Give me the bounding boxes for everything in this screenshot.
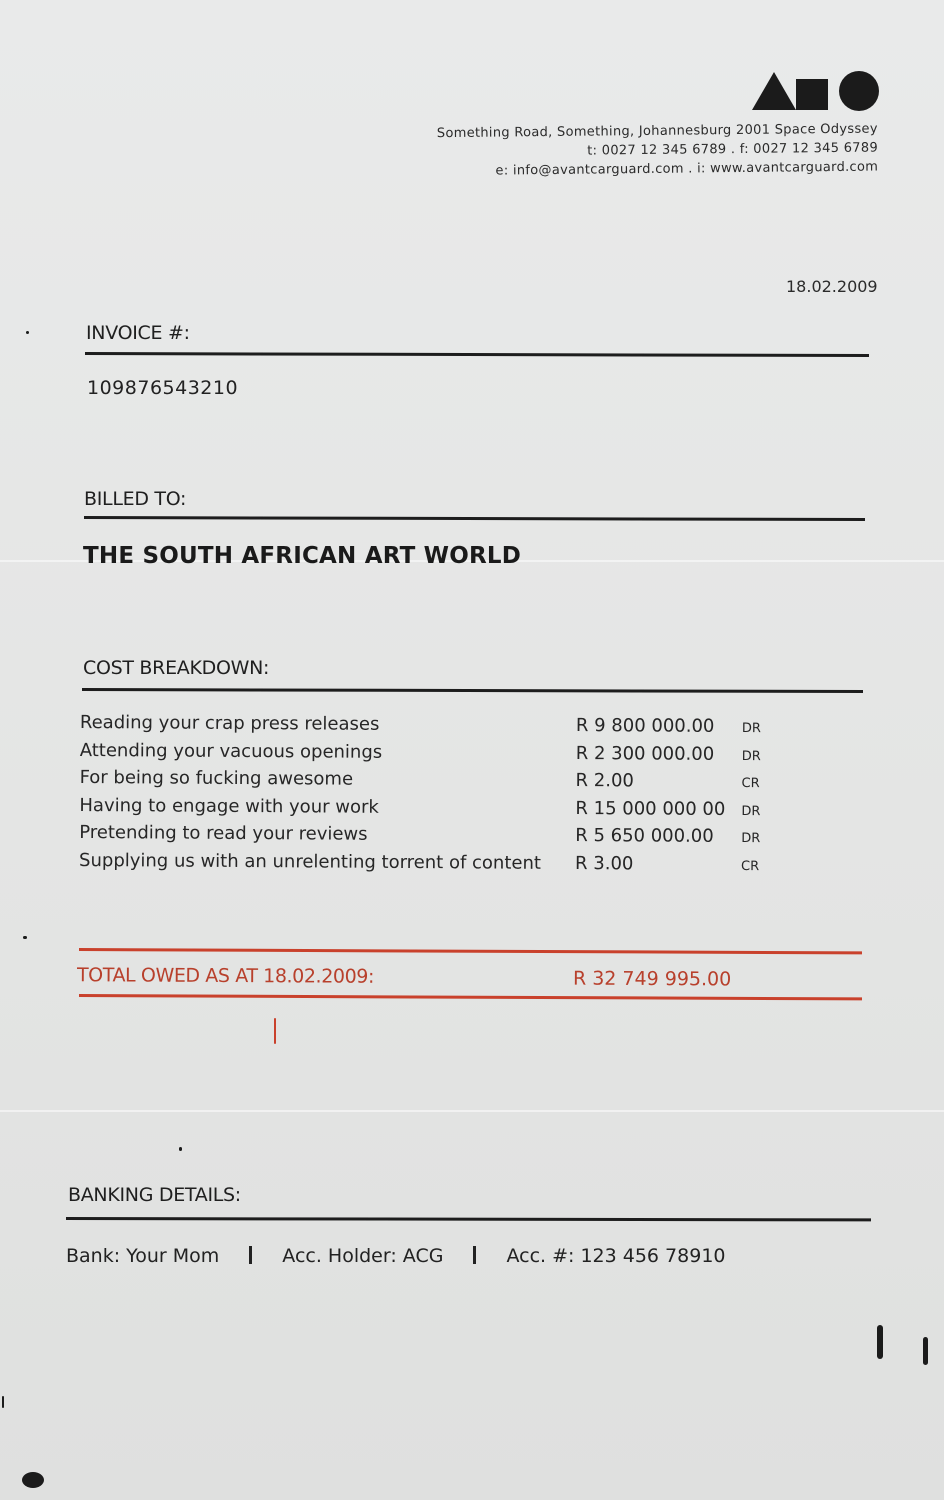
cost-row [79, 822, 799, 854]
cost-amount: R 3.00 [575, 852, 634, 874]
account-number: Acc. #: 123 456 78910 [506, 1245, 726, 1267]
ink-mark [2, 1396, 4, 1408]
letterhead-address: Something Road, Something, Johannesburg 2001 Space Odyssey [436, 121, 878, 142]
cost-description: Supplying us with an unrelenting torrent of content [79, 849, 542, 874]
cost-amount: R 9 800 000.00 [575, 715, 715, 737]
cost-description: Attending your vacuous openings [79, 739, 383, 763]
ink-mark [274, 1018, 276, 1044]
invoice-rule [85, 352, 869, 357]
bank-name: Bank: Your Mom [66, 1245, 220, 1267]
cost-amount: R 15 000 000 00 [575, 797, 726, 820]
cost-description: Reading your crap press releases [79, 712, 380, 735]
letterhead-email-web: e: info@avantcarguard.com . i: www.avantcarguard.com [495, 159, 879, 179]
divider [473, 1246, 476, 1264]
divider [249, 1246, 252, 1264]
account-holder: Acc. Holder: ACG [282, 1245, 444, 1267]
cost-type: DR [741, 803, 761, 819]
cost-type: DR [741, 831, 761, 847]
total-bottom-rule [79, 994, 862, 1000]
cost-row [80, 712, 800, 744]
cost-breakdown-table [79, 712, 800, 881]
banking-details-rule [66, 1217, 871, 1221]
billed-to-name: THE SOUTH AFRICAN ART WORLD [83, 543, 522, 569]
total-owed-amount: R 32 749 995.00 [572, 967, 732, 991]
cost-breakdown-label: COST BREAKDOWN: [83, 657, 270, 679]
cost-amount: R 2 300 000.00 [575, 742, 715, 765]
letterhead-contact [408, 120, 879, 182]
ink-mark [923, 1337, 928, 1365]
cost-type: CR [741, 776, 760, 792]
ink-mark [179, 1147, 182, 1151]
cost-amount: R 5 650 000.00 [575, 825, 714, 847]
ink-mark [23, 936, 27, 939]
cost-description: Pretending to read your reviews [79, 821, 368, 845]
cost-row [80, 739, 800, 771]
invoice-number: 109876543210 [87, 377, 239, 399]
cost-row [79, 767, 799, 799]
cost-type: CR [741, 858, 760, 874]
cost-amount: R 2.00 [575, 770, 634, 792]
total-top-rule [79, 948, 862, 954]
total-owed-label: TOTAL OWED AS AT 18.02.2009: [76, 964, 375, 988]
paper-crease [0, 1110, 944, 1112]
billed-to-rule [84, 516, 865, 521]
ink-mark [22, 1472, 44, 1488]
cost-type: DR [741, 721, 762, 737]
letterhead-phone-fax: t: 0027 12 345 6789 . f: 0027 12 345 6789 [587, 140, 879, 159]
cost-breakdown-rule [82, 688, 863, 693]
banking-details-line [66, 1245, 726, 1267]
cost-description: Having to engage with your work [79, 794, 379, 818]
ink-mark [877, 1325, 883, 1359]
banking-details-label: BANKING DETAILS: [68, 1184, 241, 1206]
invoice-label: INVOICE #: [86, 322, 190, 344]
acg-logo-icon [752, 70, 880, 112]
invoice-date: 18.02.2009 [786, 277, 878, 296]
cost-row [79, 794, 799, 826]
ink-mark [26, 331, 29, 334]
billed-to-label: BILLED TO: [84, 488, 187, 510]
cost-description: For being so fucking awesome [79, 766, 354, 790]
cost-row [79, 849, 799, 881]
cost-type: DR [741, 748, 761, 764]
